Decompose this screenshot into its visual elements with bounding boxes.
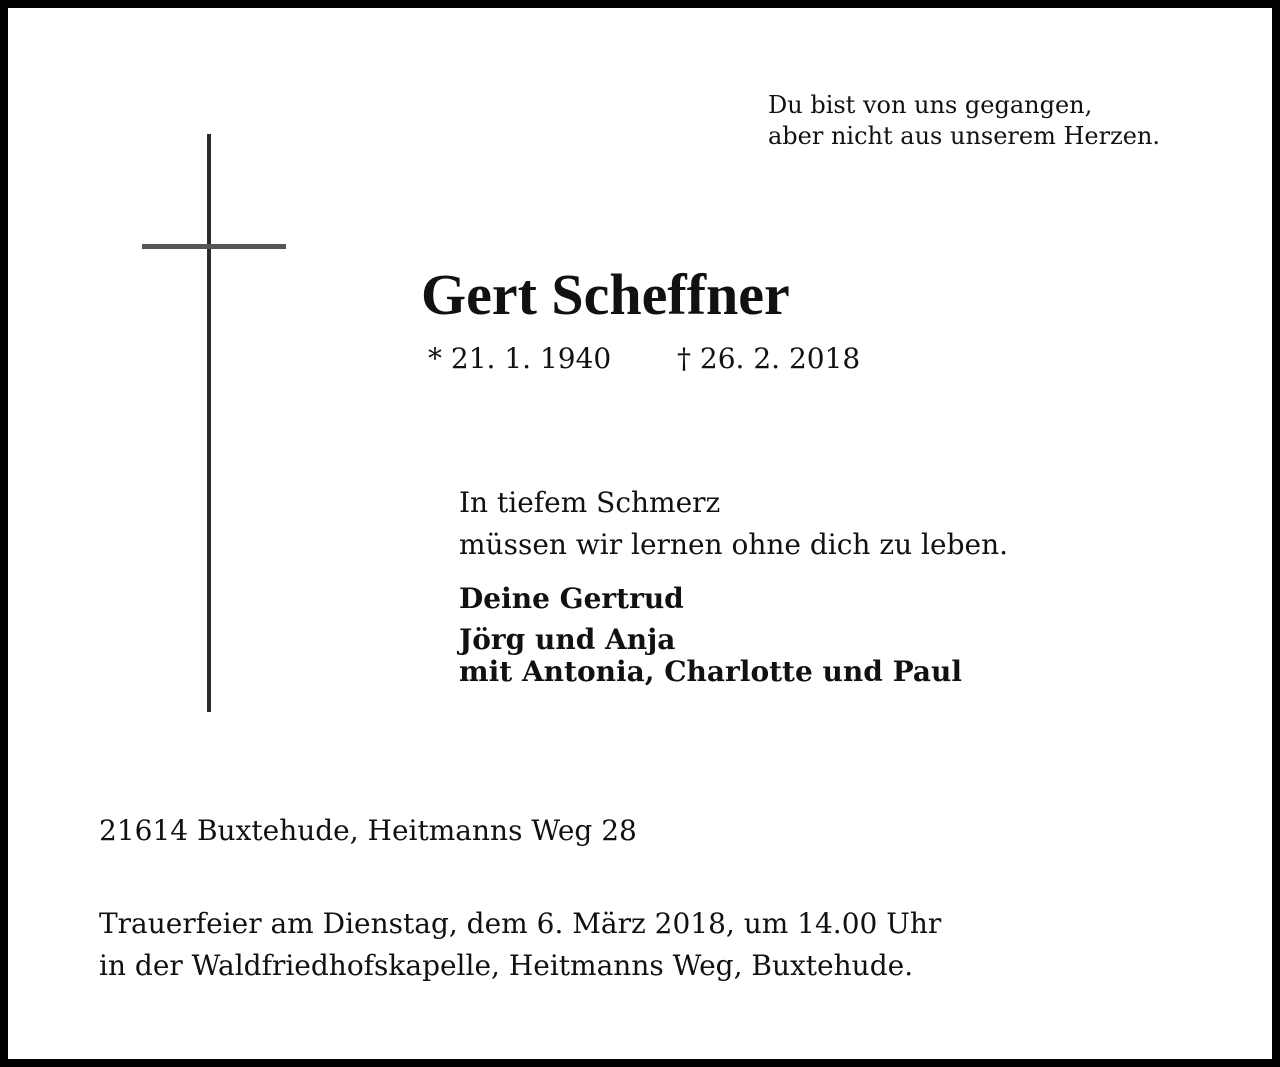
cross-vertical-bar xyxy=(207,134,211,712)
service-line-2: in der Waldfriedhofskapelle, Heitmanns Weg, Buxtehude. xyxy=(99,949,914,982)
grief-line-1: In tiefem Schmerz xyxy=(459,486,721,519)
motto-line-1: Du bist von uns gegangen, xyxy=(768,91,1093,119)
family-address: 21614 Buxtehude, Heitmanns Weg 28 xyxy=(99,814,637,847)
motto-line-2: aber nicht aus unserem Herzen. xyxy=(768,122,1161,150)
motto-quote xyxy=(768,90,1160,152)
signatory-line-1: Deine Gertrud xyxy=(459,582,684,615)
grief-line-2: müssen wir lernen ohne dich zu leben. xyxy=(459,528,1009,561)
birth-date: * 21. 1. 1940 xyxy=(428,342,612,375)
cross-horizontal-bar xyxy=(142,244,286,249)
service-line-1: Trauerfeier am Dienstag, dem 6. März 2018, um 14.00 Uhr xyxy=(99,907,942,940)
death-date: † 26. 2. 2018 xyxy=(677,342,861,375)
signatory-line-3: mit Antonia, Charlotte und Paul xyxy=(459,655,963,688)
deceased-name: Gert Scheffner xyxy=(421,262,790,327)
signatory-line-2: Jörg und Anja xyxy=(459,623,676,656)
